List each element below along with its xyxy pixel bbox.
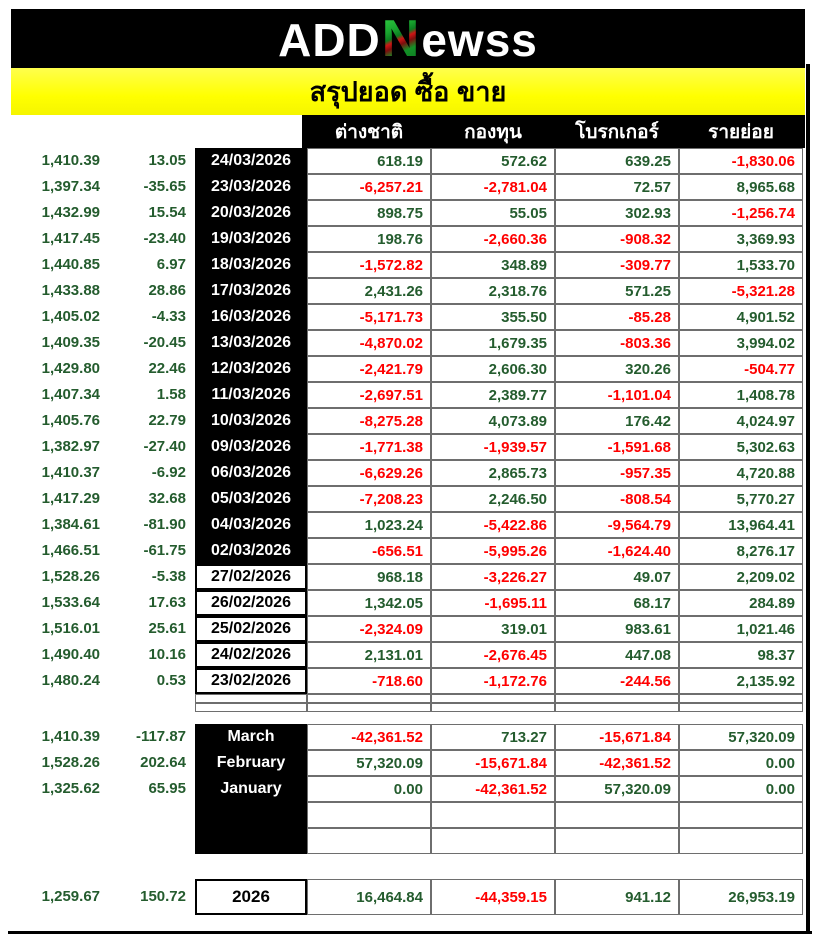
fund-value: -1,172.76 xyxy=(431,668,555,694)
broker-value: 72.57 xyxy=(555,174,679,200)
foreign-value: 1,342.05 xyxy=(307,590,431,616)
fund-value: 2,318.76 xyxy=(431,278,555,304)
set-index-value: 1,440.85 xyxy=(41,256,100,273)
fund-value: 1,679.35 xyxy=(431,330,555,356)
logo-accent-n: N xyxy=(381,9,421,68)
foreign-value: -2,697.51 xyxy=(307,382,431,408)
set-change-value: 13.05 xyxy=(148,152,186,169)
table-right-border xyxy=(806,64,810,932)
retail-value: 8,276.17 xyxy=(679,538,803,564)
fund-value: -3,226.27 xyxy=(431,564,555,590)
set-index-value: 1,259.67 xyxy=(41,888,100,905)
set-change-value: 22.46 xyxy=(148,360,186,377)
retail-value: -1,256.74 xyxy=(679,200,803,226)
broker-value: 49.07 xyxy=(555,564,679,590)
fund-value: -2,781.04 xyxy=(431,174,555,200)
broker-value: -1,624.40 xyxy=(555,538,679,564)
set-index-value: 1,528.26 xyxy=(41,754,100,771)
set-index-value: 1,405.76 xyxy=(41,412,100,429)
date-cell: 18/03/2026 xyxy=(195,252,307,278)
set-index-value: 1,410.39 xyxy=(41,152,100,169)
date-cell: 26/02/2026 xyxy=(195,590,307,616)
set-change-value: 17.63 xyxy=(148,594,186,611)
set-change-value: 28.86 xyxy=(148,282,186,299)
retail-value: 284.89 xyxy=(679,590,803,616)
set-change-value: -6.92 xyxy=(151,464,186,481)
broker-value: 571.25 xyxy=(555,278,679,304)
retail-value: 3,994.02 xyxy=(679,330,803,356)
retail-value: 2,209.02 xyxy=(679,564,803,590)
month-label: January xyxy=(220,780,282,797)
date-cell: 10/03/2026 xyxy=(195,408,307,434)
date-cell: 19/03/2026 xyxy=(195,226,307,252)
retail-value: 8,965.68 xyxy=(679,174,803,200)
date-cell: 06/03/2026 xyxy=(195,460,307,486)
fund-month-value: -42,361.52 xyxy=(431,776,555,802)
set-index-value: 1,397.34 xyxy=(41,178,100,195)
foreign-value: -1,572.82 xyxy=(307,252,431,278)
retail-value: 4,024.97 xyxy=(679,408,803,434)
fund-value: -2,660.36 xyxy=(431,226,555,252)
set-change-value: -117.87 xyxy=(135,728,186,745)
set-index-value: 1,490.40 xyxy=(41,646,100,663)
fund-value: -1,695.11 xyxy=(431,590,555,616)
set-change-value: 150.72 xyxy=(140,888,186,905)
foreign-value: -718.60 xyxy=(307,668,431,694)
foreign-value: -2,421.79 xyxy=(307,356,431,382)
foreign-value: -8,275.28 xyxy=(307,408,431,434)
fund-value: 572.62 xyxy=(431,148,555,174)
set-change-value: 32.68 xyxy=(148,490,186,507)
set-change-value: 10.16 xyxy=(148,646,186,663)
empty-broker-cell xyxy=(555,802,679,828)
foreign-value: 2,431.26 xyxy=(307,278,431,304)
retail-value: 4,720.88 xyxy=(679,460,803,486)
empty-retail-cell xyxy=(679,694,803,703)
empty-fund-cell xyxy=(431,694,555,703)
set-change-value: 202.64 xyxy=(140,754,186,771)
set-index-value: 1,325.62 xyxy=(41,780,100,797)
foreign-value: -7,208.23 xyxy=(307,486,431,512)
set-index-value: 1,409.35 xyxy=(41,334,100,351)
set-change-value: 0.53 xyxy=(156,672,186,689)
date-cell: 27/02/2026 xyxy=(195,564,307,590)
fund-year-value: -44,359.15 xyxy=(431,879,555,915)
bottom-rule xyxy=(8,931,812,934)
empty-date-cell xyxy=(195,703,307,712)
retail-value: 98.37 xyxy=(679,642,803,668)
retail-month-value: 57,320.09 xyxy=(679,724,803,750)
date-cell: 23/02/2026 xyxy=(195,668,307,694)
empty-date-cell xyxy=(195,694,307,703)
retail-value: 1,533.70 xyxy=(679,252,803,278)
foreign-value: -5,171.73 xyxy=(307,304,431,330)
date-cell: 17/03/2026 xyxy=(195,278,307,304)
date-cell: 16/03/2026 xyxy=(195,304,307,330)
date-cell: 25/02/2026 xyxy=(195,616,307,642)
fund-value: -5,995.26 xyxy=(431,538,555,564)
set-change-value: -20.45 xyxy=(143,334,186,351)
empty-retail-cell xyxy=(679,703,803,712)
empty-broker-cell xyxy=(555,703,679,712)
fund-month-value: -15,671.84 xyxy=(431,750,555,776)
broker-value: 302.93 xyxy=(555,200,679,226)
foreign-value: 2,131.01 xyxy=(307,642,431,668)
retail-value: 5,302.63 xyxy=(679,434,803,460)
date-cell: 23/03/2026 xyxy=(195,174,307,200)
foreign-value: 618.19 xyxy=(307,148,431,174)
year-cell: 2026 xyxy=(195,879,307,915)
foreign-value: 898.75 xyxy=(307,200,431,226)
set-change-value: 25.61 xyxy=(148,620,186,637)
retail-value: -504.77 xyxy=(679,356,803,382)
empty-fund-cell xyxy=(431,802,555,828)
set-change-value: -27.40 xyxy=(143,438,186,455)
broker-value: 447.08 xyxy=(555,642,679,668)
foreign-month-value: -42,361.52 xyxy=(307,724,431,750)
retail-value: -5,321.28 xyxy=(679,278,803,304)
retail-value: 3,369.93 xyxy=(679,226,803,252)
set-change-value: 6.97 xyxy=(156,256,186,273)
date-cell: 11/03/2026 xyxy=(195,382,307,408)
fund-month-value: 713.27 xyxy=(431,724,555,750)
empty-broker-cell xyxy=(555,694,679,703)
fund-value: 55.05 xyxy=(431,200,555,226)
set-index-value: 1,432.99 xyxy=(41,204,100,221)
foreign-month-value: 0.00 xyxy=(307,776,431,802)
set-index-value: 1,405.02 xyxy=(41,308,100,325)
date-cell: 04/03/2026 xyxy=(195,512,307,538)
date-cell: 20/03/2026 xyxy=(195,200,307,226)
set-index-value: 1,384.61 xyxy=(41,516,100,533)
fund-value: -5,422.86 xyxy=(431,512,555,538)
page-title: สรุปยอด ซื้อ ขาย xyxy=(309,77,507,107)
foreign-value: -4,870.02 xyxy=(307,330,431,356)
set-change-value: -81.90 xyxy=(143,516,186,533)
column-header-foreign: ต่างชาติ xyxy=(334,121,404,143)
set-change-value: -61.75 xyxy=(143,542,186,559)
broker-month-value: -42,361.52 xyxy=(555,750,679,776)
fund-value: 348.89 xyxy=(431,252,555,278)
broker-value: -9,564.79 xyxy=(555,512,679,538)
date-cell: 02/03/2026 xyxy=(195,538,307,564)
date-cell: 13/03/2026 xyxy=(195,330,307,356)
logo-suffix: ewss xyxy=(421,13,538,66)
set-index-value: 1,528.26 xyxy=(41,568,100,585)
date-cell: 24/03/2026 xyxy=(195,148,307,174)
fund-value: 2,865.73 xyxy=(431,460,555,486)
set-change-value: 1.58 xyxy=(156,386,186,403)
broker-value: -309.77 xyxy=(555,252,679,278)
foreign-value: 1,023.24 xyxy=(307,512,431,538)
empty-foreign-cell xyxy=(307,802,431,828)
broker-value: 176.42 xyxy=(555,408,679,434)
column-header-broker: โบรกเกอร์ xyxy=(575,121,659,143)
broker-value: -957.35 xyxy=(555,460,679,486)
foreign-value: 968.18 xyxy=(307,564,431,590)
foreign-value: -6,257.21 xyxy=(307,174,431,200)
month-label: February xyxy=(216,754,286,771)
set-index-value: 1,410.39 xyxy=(41,728,100,745)
date-cell: 12/03/2026 xyxy=(195,356,307,382)
retail-value: 4,901.52 xyxy=(679,304,803,330)
empty-foreign-cell xyxy=(307,694,431,703)
foreign-value: -656.51 xyxy=(307,538,431,564)
empty-fund-cell xyxy=(431,703,555,712)
empty-foreign-cell xyxy=(307,703,431,712)
broker-value: -1,101.04 xyxy=(555,382,679,408)
foreign-value: 198.76 xyxy=(307,226,431,252)
foreign-month-value: 57,320.09 xyxy=(307,750,431,776)
column-header-fund: กองทุน xyxy=(464,121,522,143)
set-change-value: 15.54 xyxy=(148,204,186,221)
retail-value: 5,770.27 xyxy=(679,486,803,512)
broker-month-value: 57,320.09 xyxy=(555,776,679,802)
foreign-value: -2,324.09 xyxy=(307,616,431,642)
retail-value: -1,830.06 xyxy=(679,148,803,174)
fund-value: 4,073.89 xyxy=(431,408,555,434)
date-cell: 24/02/2026 xyxy=(195,642,307,668)
retail-value: 2,135.92 xyxy=(679,668,803,694)
broker-value: -1,591.68 xyxy=(555,434,679,460)
retail-value: 1,408.78 xyxy=(679,382,803,408)
set-index-value: 1,433.88 xyxy=(41,282,100,299)
fund-value: 319.01 xyxy=(431,616,555,642)
set-index-value: 1,382.97 xyxy=(41,438,100,455)
brand-logo xyxy=(278,9,538,68)
retail-year-value: 26,953.19 xyxy=(679,879,803,915)
empty-foreign-cell xyxy=(307,828,431,854)
set-change-value: 65.95 xyxy=(148,780,186,797)
foreign-value: -6,629.26 xyxy=(307,460,431,486)
set-index-value: 1,480.24 xyxy=(41,672,100,689)
logo-prefix: ADD xyxy=(278,13,381,66)
set-change-value: -35.65 xyxy=(143,178,186,195)
set-index-value: 1,516.01 xyxy=(41,620,100,637)
fund-value: -2,676.45 xyxy=(431,642,555,668)
broker-value: 639.25 xyxy=(555,148,679,174)
date-cell: 09/03/2026 xyxy=(195,434,307,460)
retail-month-value: 0.00 xyxy=(679,776,803,802)
fund-value: 2,389.77 xyxy=(431,382,555,408)
set-change-value: -23.40 xyxy=(143,230,186,247)
set-index-value: 1,407.34 xyxy=(41,386,100,403)
broker-month-value: -15,671.84 xyxy=(555,724,679,750)
empty-broker-cell xyxy=(555,828,679,854)
broker-value: 320.26 xyxy=(555,356,679,382)
broker-value: -908.32 xyxy=(555,226,679,252)
broker-year-value: 941.12 xyxy=(555,879,679,915)
set-index-value: 1,417.45 xyxy=(41,230,100,247)
set-index-value: 1,410.37 xyxy=(41,464,100,481)
foreign-year-value: 16,464.84 xyxy=(307,879,431,915)
column-header-retail: รายย่อย xyxy=(708,121,774,143)
broker-value: -808.54 xyxy=(555,486,679,512)
logo-bar xyxy=(11,9,805,68)
retail-value: 1,021.46 xyxy=(679,616,803,642)
broker-value: 983.61 xyxy=(555,616,679,642)
set-index-value: 1,417.29 xyxy=(41,490,100,507)
set-change-value: -5.38 xyxy=(151,568,186,585)
broker-value: 68.17 xyxy=(555,590,679,616)
set-index-value: 1,429.80 xyxy=(41,360,100,377)
set-change-value: -4.33 xyxy=(151,308,186,325)
title-bar xyxy=(11,68,805,115)
retail-month-value: 0.00 xyxy=(679,750,803,776)
fund-value: 355.50 xyxy=(431,304,555,330)
retail-value: 13,964.41 xyxy=(679,512,803,538)
set-change-value: 22.79 xyxy=(148,412,186,429)
foreign-value: -1,771.38 xyxy=(307,434,431,460)
set-index-value: 1,466.51 xyxy=(41,542,100,559)
date-cell: 05/03/2026 xyxy=(195,486,307,512)
fund-value: 2,606.30 xyxy=(431,356,555,382)
broker-value: -803.36 xyxy=(555,330,679,356)
empty-fund-cell xyxy=(431,828,555,854)
broker-value: -244.56 xyxy=(555,668,679,694)
fund-value: 2,246.50 xyxy=(431,486,555,512)
set-index-value: 1,533.64 xyxy=(41,594,100,611)
empty-retail-cell xyxy=(679,828,803,854)
month-label: March xyxy=(227,728,275,745)
fund-value: -1,939.57 xyxy=(431,434,555,460)
empty-retail-cell xyxy=(679,802,803,828)
broker-value: -85.28 xyxy=(555,304,679,330)
